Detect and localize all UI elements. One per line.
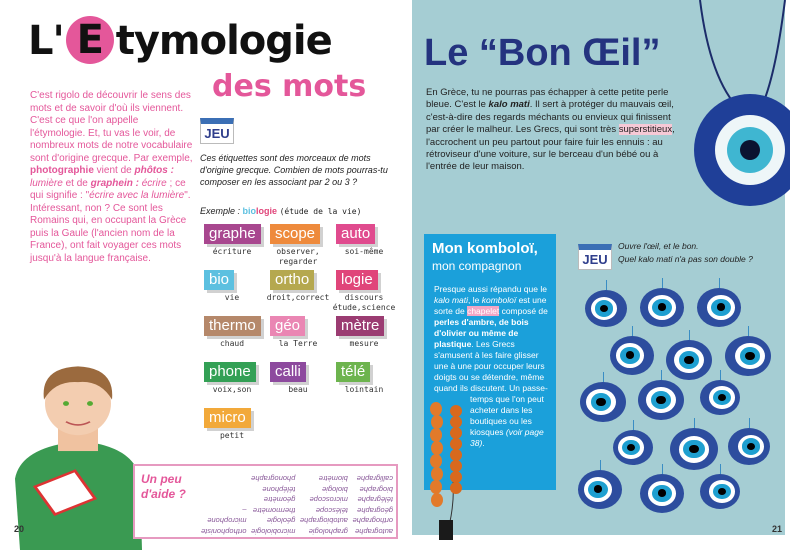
word-tag-5: logie xyxy=(336,270,378,290)
word-tag-11: télé xyxy=(336,362,370,382)
tag-gloss-6: chaud xyxy=(219,339,245,348)
help-word: orthophoniste xyxy=(201,527,247,536)
evil-eye-11[interactable] xyxy=(728,428,770,465)
evil-eye-0[interactable] xyxy=(585,290,627,327)
help-word: géographe xyxy=(357,506,393,515)
komboloi-beads-photo xyxy=(425,400,467,540)
help-word: autobiographe xyxy=(299,516,348,526)
word-tag-0: graphe xyxy=(204,224,261,244)
help-column xyxy=(201,470,246,536)
box-text: Presque aussi répandu que le kalo mati, le komboloï est une sorte de chapelet composé de perles d'ambre, de bois d'olivier ou même de plastique. Les Grecs s'amusent à les faire glisser une à une pour occuper leurs doigts ou se détendre, même quand ils discutent. Un passe-temps que l'on peut acheter dans les boutiques ou les kiosques (voir page 38). xyxy=(434,284,552,540)
tag-gloss-5: discours étude,science xyxy=(332,293,396,312)
boy-illustration xyxy=(0,360,150,550)
subtitle: des mots xyxy=(212,69,367,104)
help-word: microphone xyxy=(207,516,247,526)
jeu-badge-right: JEU xyxy=(578,244,612,270)
evil-eye-3[interactable] xyxy=(610,336,654,375)
game-instructions: Ces étiquettes sont des morceaux de mots d'origine grecque. Combien de mots pourras-tu composer en les associant par 2 ou 3 ? xyxy=(200,153,388,187)
tag-gloss-10: beau xyxy=(288,385,308,394)
help-word: thermomètre xyxy=(252,506,296,515)
evil-eye-14[interactable] xyxy=(700,474,740,509)
help-word: calligraphe xyxy=(356,474,393,484)
title-initial: E xyxy=(66,16,114,64)
evil-eye-10[interactable] xyxy=(670,428,718,470)
tag-gloss-12: petit xyxy=(219,431,245,440)
word-tag-3: bio xyxy=(204,270,234,290)
tag-gloss-9: voix,son xyxy=(212,385,252,394)
help-title: Un peu d'aide ? xyxy=(141,472,186,501)
page-number-left: 20 xyxy=(14,524,25,534)
tag-gloss-8: mesure xyxy=(349,339,379,348)
help-column xyxy=(251,470,295,536)
right-intro-text: En Grèce, tu ne pourras pas échapper à cette petite perle bleue. C'est le kalo mati. Il sert à protéger du mauvais œil, c'est-à-dire des regards méchants ou envieux qui finissent par créer le malheur. Les Grecs, qui sont très superstitieux, l'accrochent un peu partout pour faire fuir les ennuis : au rétroviseur d'une voiture, sur le berceau d'un bébé ou à l'entrée de leur maison. xyxy=(426,87,675,173)
evil-eye-1[interactable] xyxy=(640,288,684,327)
box-subtitle: mon compagnon xyxy=(432,259,522,273)
help-word: orthographe xyxy=(352,516,393,526)
help-word: téléscope xyxy=(315,506,348,515)
word-tag-12: micro xyxy=(204,408,251,428)
tag-gloss-7: la Terre xyxy=(278,339,318,348)
word-tag-6: thermo xyxy=(204,316,261,336)
word-tag-9: phone xyxy=(204,362,256,382)
word-tag-8: mètre xyxy=(336,316,384,336)
jeu-badge: JEU xyxy=(200,118,234,144)
word-tag-1: scope xyxy=(270,224,320,244)
example: Exemple : biologie (étude de la vie) xyxy=(200,206,362,216)
tag-gloss-11: lointain xyxy=(344,385,384,394)
evil-eye-13[interactable] xyxy=(640,474,684,513)
tag-gloss-4: droit,correct xyxy=(266,293,330,302)
intro-text: C'est rigolo de découvrir le sens des mots et de savoir d'où ils viennent. C'est ce que l'on appelle l'étymologie. Et, tu vas le voir, de nombreux mots de notre vocabulaire sont d'origine grecque. Par exemple, photographie vient de phôtos : lumière et de graphein : écrire ; ce qui signifie : "écrire avec la lumière". Intéressant, non ? Ce sont les Romains qui, en occupant la Grèce puis la Gaule (l'ancien nom de la France), ont fait voyager ces mots jusqu'à la langue française. xyxy=(30,90,193,264)
word-tag-2: auto xyxy=(336,224,375,244)
help-word: graphologie xyxy=(308,527,348,536)
page-number-right: 21 xyxy=(772,524,783,534)
help-word: microbiologie xyxy=(251,527,296,536)
word-tag-7: géo xyxy=(270,316,305,336)
tag-gloss-3: vie xyxy=(224,293,240,302)
help-word: autographe xyxy=(355,527,393,536)
help-column xyxy=(300,470,348,536)
help-word: biomètre xyxy=(318,474,348,484)
help-word: géomètre xyxy=(263,495,296,505)
word-tag-4: ortho xyxy=(270,270,314,290)
evil-eye-9[interactable] xyxy=(613,430,653,465)
evil-eye-pendant-photo xyxy=(670,0,790,220)
eye-game-instructions: Ouvre l'œil, et le bon. Quel kalo mati n'a pas son double ? xyxy=(618,241,753,264)
tag-gloss-2: soi-même xyxy=(344,247,384,256)
evil-eye-2[interactable] xyxy=(697,288,741,327)
word-tag-10: calli xyxy=(270,362,306,382)
help-word: phonographe xyxy=(251,474,296,484)
tag-gloss-0: écriture xyxy=(212,247,252,256)
help-word: télégraphe xyxy=(357,495,393,505)
box-title: Mon komboloï, xyxy=(432,240,538,257)
help-word: biologie xyxy=(322,485,348,494)
help-box xyxy=(133,464,398,539)
evil-eye-8[interactable] xyxy=(700,380,740,415)
title-rest: tymologie xyxy=(115,18,332,64)
evil-eye-12[interactable] xyxy=(578,470,622,509)
tag-gloss-1: observer, regarder xyxy=(276,247,320,266)
title-prefix: L' xyxy=(28,18,64,64)
help-word: géologie xyxy=(266,516,296,526)
help-column xyxy=(353,470,393,536)
help-word: microscope xyxy=(309,495,348,505)
help-word: biographe xyxy=(359,485,393,494)
help-answers-upside-down xyxy=(201,470,393,536)
right-page-title: Le “Bon Œil” xyxy=(424,32,661,74)
help-word: – xyxy=(242,506,247,515)
help-word: téléphone xyxy=(262,485,296,494)
page-title xyxy=(28,16,332,66)
